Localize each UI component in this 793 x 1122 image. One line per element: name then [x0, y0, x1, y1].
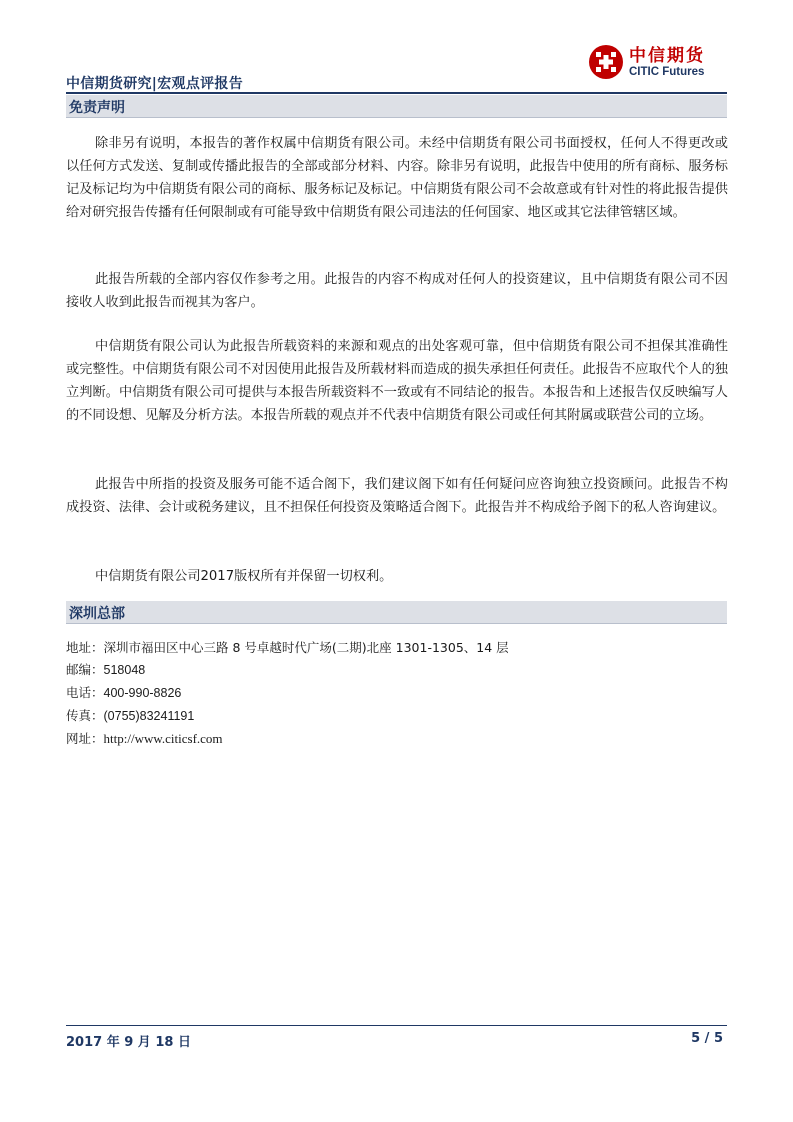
report-date: 2017 年 9 月 18 日 — [66, 1035, 191, 1050]
address-label: 地址： — [66, 640, 104, 655]
address-value: 深圳市福田区中心三路 8 号卓越时代广场(二期)北座 1301-1305、14 层 — [103, 640, 509, 655]
postcode-label: 邮编： — [66, 662, 104, 677]
citic-logo-icon — [588, 44, 624, 80]
disclaimer-paragraph-4: 此报告中所指的投资及服务可能不适合阁下，我们建议阁下如有任何疑问应咨询独立投资顾问。此报告不构成投资、法律、会计或税务建议，且不担保任何投资及策略适合阁下。此报告并不构成给予阁下的私人咨询建议。 — [66, 477, 728, 515]
disclaimer-paragraph-1: 除非另有说明，本报告的著作权属中信期货有限公司。未经中信期货有限公司书面授权，任何人不得更改或以任何方式发送、复制或传播此报告的全部或部分材料、内容。除非另有说明，此报告中使用的所有商标、服务标记及标记均为中信期货有限公司的商标、服务标记及标记。中信期货有限公司不会故意或有针对性的将此报告提供给对研究报告传播有任何限制或有可能导致中信期货有限公司违法的任何国家、地区或其它法律管辖区域。 — [66, 136, 728, 220]
website-link[interactable]: http://www.citicsf.com — [103, 731, 223, 746]
fax-value: (0755)83241191 — [103, 709, 195, 723]
report-series-title: 中信期货研究|宏观点评报告 — [66, 76, 244, 92]
copyright-statement: 中信期货有限公司2017版权所有并保留一切权利。 — [95, 569, 393, 584]
hq-website — [66, 729, 223, 747]
header-divider — [66, 92, 727, 94]
hq-address — [66, 638, 509, 656]
hq-fax — [66, 706, 194, 724]
hq-postcode — [66, 660, 145, 678]
website-label: 网址： — [66, 731, 104, 746]
fax-label: 传真： — [66, 708, 104, 723]
disclaimer-heading: 免责声明 — [69, 100, 125, 116]
hq-phone — [66, 683, 181, 701]
hq-heading-bar — [66, 601, 727, 624]
logo-chinese-name: 中信期货 — [629, 45, 705, 66]
footer-divider — [66, 1025, 727, 1026]
disclaimer-heading-bar — [66, 95, 727, 118]
phone-value: 400-990-8826 — [103, 686, 182, 700]
hq-heading: 深圳总部 — [69, 606, 125, 622]
postcode-value: 518048 — [103, 663, 146, 677]
phone-label: 电话： — [66, 685, 104, 700]
logo-english-name: CITIC Futures — [629, 65, 705, 78]
page-number: 5 / 5 — [691, 1031, 723, 1046]
disclaimer-paragraph-2: 此报告所载的全部内容仅作参考之用。此报告的内容不构成对任何人的投资建议，且中信期货有限公司不因接收人收到此报告而视其为客户。 — [66, 272, 728, 310]
citic-futures-logo — [588, 44, 705, 80]
disclaimer-paragraph-3: 中信期货有限公司认为此报告所载资料的来源和观点的出处客观可靠，但中信期货有限公司不担保其准确性或完整性。中信期货有限公司不对因使用此报告及所载材料而造成的损失承担任何责任。此报告不应取代个人的独立判断。中信期货有限公司可提供与本报告所载资料不一致或有不同结论的报告。本报告和上述报告仅反映编写人的不同设想、见解及分析方法。本报告所载的观点并不代表中信期货有限公司或任何其附属或联营公司的立场。 — [66, 339, 728, 423]
